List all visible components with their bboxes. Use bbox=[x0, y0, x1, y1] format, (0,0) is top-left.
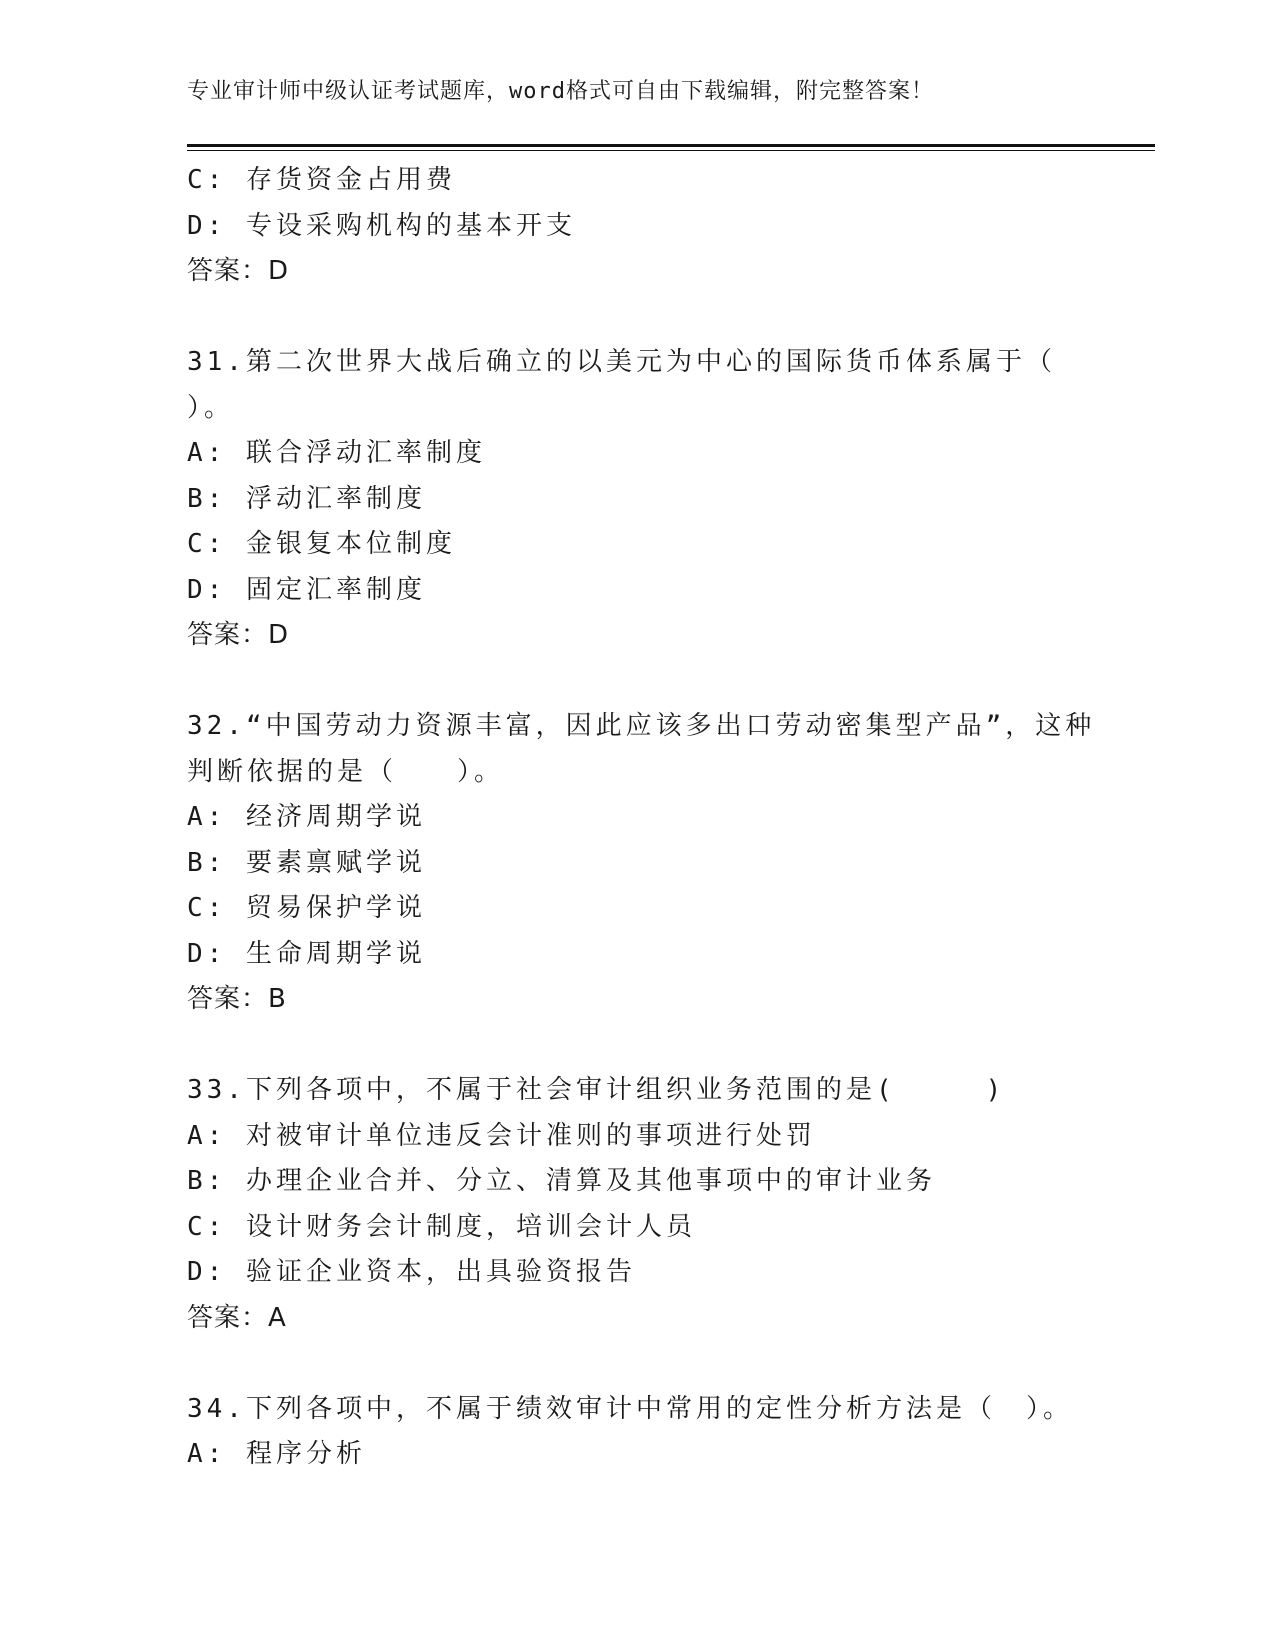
answer-line: 答案：A bbox=[187, 1302, 287, 1333]
question-stem: 判断依据的是（ ）。 bbox=[187, 756, 505, 787]
option-line: A: 程序分析 bbox=[187, 1439, 366, 1469]
answer-line: 答案：B bbox=[187, 984, 287, 1014]
option-line: C: 金银复本位制度 bbox=[187, 529, 456, 559]
question-content bbox=[187, 158, 1096, 1478]
question-stem: 31.第二次世界大战后确立的以美元为中心的国际货币体系属于（ bbox=[187, 347, 1056, 377]
option-line: C: 存货资金占用费 bbox=[187, 165, 456, 195]
header-rule-thick bbox=[187, 144, 1155, 147]
spacer bbox=[187, 659, 1087, 705]
option-line: C: 设计财务会计制度，培训会计人员 bbox=[187, 1211, 696, 1242]
option-line: D: 固定汇率制度 bbox=[187, 574, 426, 605]
question-stem: 32.“中国劳动力资源丰富，因此应该多出口劳动密集型产品”，这种 bbox=[187, 711, 1096, 741]
question-stem: ）。 bbox=[187, 392, 235, 423]
header-rule-thin bbox=[187, 150, 1155, 151]
question-stem: 33.下列各项中，不属于社会审计组织业务范围的是( ) bbox=[187, 1075, 1006, 1105]
option-line: A: 对被审计单位违反会计准则的事项进行处罚 bbox=[187, 1120, 816, 1151]
spacer bbox=[187, 1341, 1087, 1387]
option-line: D: 专设采购机构的基本开支 bbox=[187, 210, 576, 241]
option-line: B: 办理企业合并、分立、清算及其他事项中的审计业务 bbox=[187, 1166, 936, 1196]
option-line: C: 贸易保护学说 bbox=[187, 893, 426, 923]
option-line: A: 经济周期学说 bbox=[187, 802, 426, 832]
option-line: B: 浮动汇率制度 bbox=[187, 483, 426, 514]
option-line: B: 要素禀赋学说 bbox=[187, 847, 426, 878]
answer-line: 答案：D bbox=[187, 256, 290, 286]
page-header: 专业审计师中级认证考试题库，word格式可自由下载编辑，附完整答案！ bbox=[187, 79, 934, 104]
answer-line: 答案：D bbox=[187, 620, 290, 650]
option-line: D: 验证企业资本，出具验资报告 bbox=[187, 1257, 636, 1287]
question-stem: 34.下列各项中，不属于绩效审计中常用的定性分析方法是（ ）。 bbox=[187, 1393, 1073, 1424]
option-line: A: 联合浮动汇率制度 bbox=[187, 438, 486, 468]
spacer bbox=[187, 1023, 1087, 1069]
spacer bbox=[187, 295, 1087, 341]
option-line: D: 生命周期学说 bbox=[187, 938, 426, 969]
